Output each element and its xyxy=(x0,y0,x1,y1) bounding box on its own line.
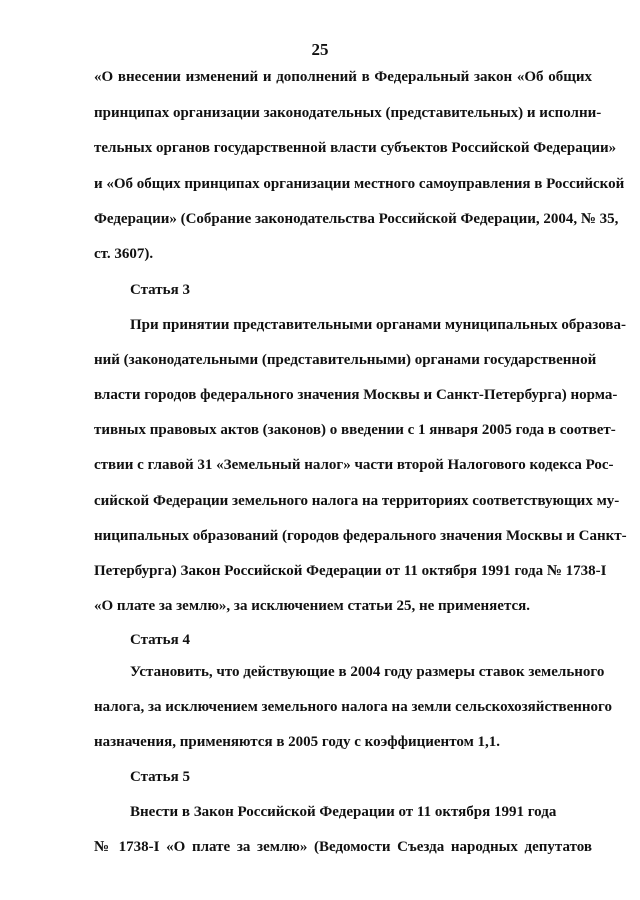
text-line: власти городов федерального значения Москвы и Санкт-Петербурга) норма- xyxy=(94,387,618,403)
text-line: Петербурга) Закон Российской Федерации от 11 октября 1991 года № 1738-I xyxy=(94,563,607,579)
text-line: Внести в Закон Российской Федерации от 11 октября 1991 года xyxy=(130,804,557,820)
text-line: ниципальных образований (городов федерального значения Москвы и Санкт- xyxy=(94,528,627,544)
text-line: и «Об общих принципах организации местного самоуправления в Российской xyxy=(94,176,625,192)
text-line: ст. 3607). xyxy=(94,246,154,262)
text-line: налога, за исключением земельного налога на земли сельскохозяйственного xyxy=(94,699,612,715)
text-line: «О плате за землю», за исключением статьи 25, не применяется. xyxy=(94,598,531,614)
text-line: назначения, применяются в 2005 году с коэффициентом 1,1. xyxy=(94,734,501,750)
page-number: 25 xyxy=(311,40,329,59)
text-line: Установить, что действующие в 2004 году размеры ставок земельного xyxy=(130,664,605,680)
text-line: принципах организации законодательных (представительных) и исполни- xyxy=(94,105,602,121)
text-line: тивных правовых актов (законов) о введении с 1 января 2005 года в соответ- xyxy=(94,422,616,438)
text-line: ний (законодательными (представительными) органами государственной xyxy=(94,352,597,368)
text-line: «О внесении изменений и дополнений в Федеральный закон «Об общих xyxy=(94,69,592,85)
text-line: ствии с главой 31 «Земельный налог» части второй Налогового кодекса Рос- xyxy=(94,457,614,473)
text-line: Федерации» (Собрание законодательства Российской Федерации, 2004, № 35, xyxy=(94,211,619,227)
article-heading: Статья 3 xyxy=(130,282,190,298)
text-line: тельных органов государственной власти субъектов Российской Федерации» xyxy=(94,140,617,156)
article-heading: Статья 4 xyxy=(130,632,190,648)
article-heading: Статья 5 xyxy=(130,769,190,785)
text-line: № 1738-I «О плате за землю» (Ведомости Съезда народных депутатов xyxy=(94,839,592,855)
text-line: сийской Федерации земельного налога на территориях соответствующих му- xyxy=(94,493,620,509)
text-line: При принятии представительными органами муниципальных образова- xyxy=(130,317,626,333)
